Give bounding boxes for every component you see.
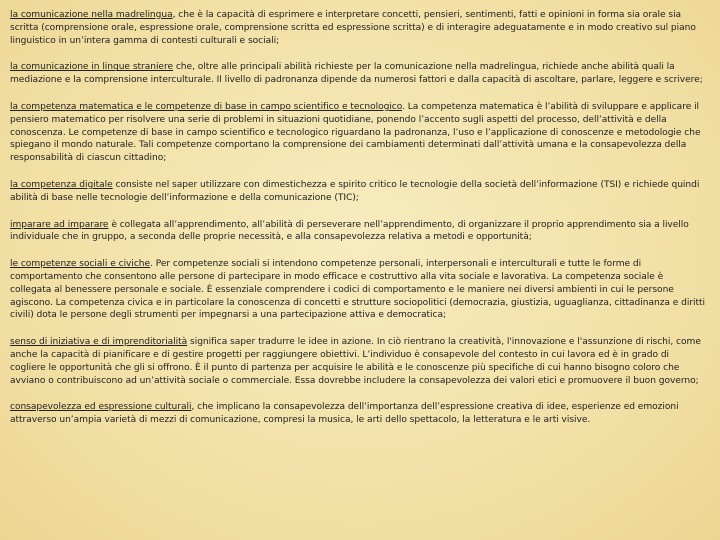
paragraph-iniziativa-imprenditorialita bbox=[10, 336, 706, 387]
paragraph-term: la comunicazione nella madrelingua bbox=[10, 10, 173, 20]
paragraph-term: la comunicazione in lingue straniere bbox=[10, 62, 174, 73]
paragraph-madrelingua bbox=[10, 9, 706, 47]
paragraph-term: senso di iniziativa e di imprenditorialità bbox=[10, 337, 188, 348]
paragraph-text: che, oltre alle principali abilità richieste per la comunicazione nella madrelingua, richiede anche abilità quali la mediazione e la comprensione interculturale. Il livello di padronanza dipende da numerosi fattori e dalla capacità di ascoltare, parlare, leggere e scrivere; bbox=[10, 62, 703, 86]
paragraph-term: la competenza matematica e le competenze di base in campo scientifico e tecnologico bbox=[10, 101, 403, 112]
paragraph-text: , che è la capacità di esprimere e interpretare concetti, pensieri, sentimenti, fatti e opinioni in forma sia orale sia scritta (comprensione orale, espressione orale, comprensione scritta ed espressione scritta) e di interagire adeguatamente e in modo creativo sul piano linguistico in un’intera gamma di contesti culturali e sociali; bbox=[10, 10, 696, 46]
paragraph-term: la competenza digitale bbox=[10, 179, 113, 190]
paragraph-text: consiste nel saper utilizzare con dimestichezza e spirito critico le tecnologie della società dell’informazione (TSI) e richiede quindi abilità di base nelle tecnologie dell’informazione e della comunicazione (TIC); bbox=[10, 179, 700, 203]
paragraph-text: . La competenza matematica è l’abilità di sviluppare e applicare il pensiero matematico per risolvere una serie di problemi in situazioni quotidiane, ponendo l’accento sugli aspetti del processo, dell’attività e della conoscenza. Le competenze di base in campo scientifico e tecnologico riguardano la padronanza, l’uso e l’applicazione di conoscenze e metodologie che spiegano il mondo naturale. Tali competenze comportano la comprensione dei cambiamenti determinati dall’attività umana e la consapevolezza della responsabilità di ciascun cittadino; bbox=[10, 101, 701, 164]
paragraph-text: . Per competenze sociali si intendono competenze personali, interpersonali e interculturali e tutte le forme di comportamento che consentono alle persone di partecipare in modo efficace e costruttivo alla vita sociale e lavorativa. La competenza sociale è collegata al benessere personale e sociale. È essenziale comprendere i codici di comportamento e le maniere nei diversi ambienti in cui le persone agiscono. La competenza civica e in particolare la conoscenza di concetti e strutture sociopolitici (democrazia, giustizia, uguaglianza, cittadinanza e diritti civili) dota le persone degli strumenti per impegnarsi a una partecipazione attiva e democratica; bbox=[10, 259, 706, 321]
paragraph-text: è collegata all’apprendimento, all’abilità di perseverare nell’apprendimento, di organizzare il proprio apprendimento sia a livello individuale che in gruppo, a seconda delle proprie necessità, e alla consapevolezza relativa a metodi e opportunità; bbox=[10, 219, 689, 243]
paragraph-competenza-digitale bbox=[10, 179, 706, 205]
paragraph-lingue-straniere bbox=[10, 61, 706, 87]
paragraph-text: , che implicano la consapevolezza dell’importanza dell’espressione creativa di idee, esperienze ed emozioni attraverso un’ampia varietà di mezzi di comunicazione, compresi la musica, le arti dello spettacolo, la letteratura e le arti visive. bbox=[10, 402, 679, 426]
paragraph-imparare-ad-imparare bbox=[10, 219, 706, 245]
paragraph-espressione-culturale bbox=[10, 401, 706, 427]
paragraph-term: imparare ad imparare bbox=[10, 219, 109, 230]
paragraph-competenze-sociali-civiche bbox=[10, 258, 706, 322]
paragraph-text: significa saper tradurre le idee in azione. In ciò rientrano la creatività, l'innovazione e l'assunzione di rischi, come anche la capacità di pianificare e di gestire progetti per raggiungere obiettivi. L’individuo è consapevole del contesto in cui lavora ed è in grado di cogliere le opportunità che gli si offrono. È il punto di partenza per acquisire le abilità e le conoscenze più specifiche di cui hanno bisogno coloro che avviano o contribuiscono ad un’attività sociale o commerciale. Essa dovrebbe includere la consapevolezza dei valori etici e promuovere il buon governo; bbox=[10, 337, 701, 386]
paragraph-term: le competenze sociali e civiche bbox=[10, 259, 151, 270]
paragraph-term: consapevolezza ed espressione culturali bbox=[10, 402, 192, 413]
paragraph-competenza-matematica bbox=[10, 101, 706, 165]
document-body bbox=[10, 9, 706, 427]
